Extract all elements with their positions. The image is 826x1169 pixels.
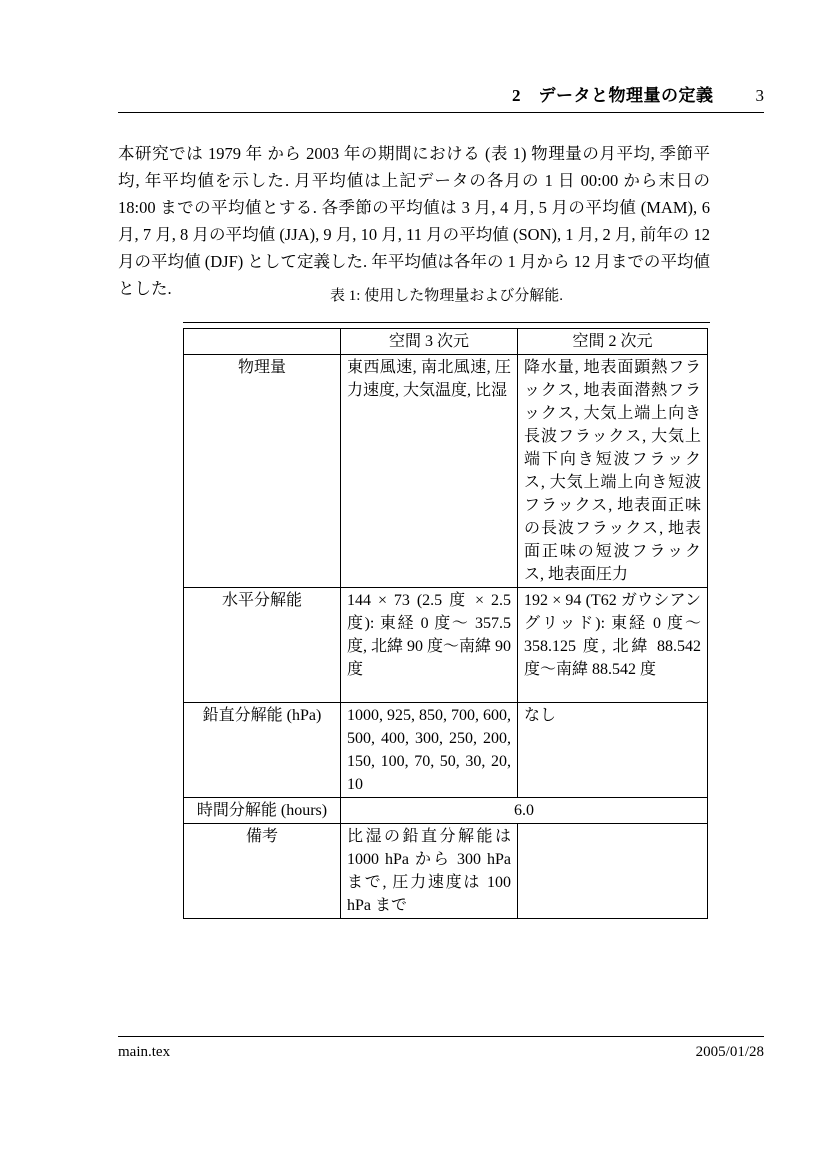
- row-label-vertical-resolution: 鉛直分解能 (hPa): [184, 703, 341, 798]
- page-header: [118, 86, 764, 113]
- footer-date: 2005/01/28: [695, 1044, 764, 1060]
- data-table: [183, 328, 708, 919]
- cell-physical-quantity-2d: 降水量, 地表面顕熱フラックス, 地表面潜熱フラックス, 大気上端上向き長波フラックス, 大気上端下向き短波フラックス, 大気上端上向き短波フラックス, 地表面正味の長波フラックス, 地表面正味の短波フラックス, 地表面圧力: [518, 355, 708, 588]
- table-header-row: [184, 329, 708, 355]
- table-row-vertical-resolution: [184, 703, 708, 798]
- row-label-time-resolution: 時間分解能 (hours): [184, 798, 341, 824]
- table-row-time-resolution: [184, 798, 708, 824]
- row-label-horizontal-resolution: 水平分解能: [184, 588, 341, 703]
- table-row-horizontal-resolution: [184, 588, 708, 703]
- column-header-3d: 空間 3 次元: [341, 329, 518, 355]
- column-header-empty: [184, 329, 341, 355]
- cell-remarks-2d: [518, 824, 708, 919]
- footer-filename: main.tex: [118, 1044, 171, 1060]
- table-row-physical-quantity: [184, 355, 708, 588]
- row-label-remarks: 備考: [184, 824, 341, 919]
- table-row-remarks: [184, 824, 708, 919]
- section-title: 2 データと物理量の定義: [512, 86, 714, 105]
- column-header-2d: 空間 2 次元: [518, 329, 708, 355]
- cell-vertical-resolution-3d: 1000, 925, 850, 700, 600, 500, 400, 300, 250, 200, 150, 100, 70, 50, 30, 20, 10: [341, 703, 518, 798]
- cell-vertical-resolution-2d: なし: [518, 703, 708, 798]
- table-container: [183, 322, 710, 919]
- cell-physical-quantity-3d: 東西風速, 南北風速, 圧力速度, 大気温度, 比湿: [341, 355, 518, 588]
- cell-remarks-3d: 比湿の鉛直分解能は 1000 hPa から 300 hPa まで, 圧力速度は 100 hPa まで: [341, 824, 518, 919]
- cell-horizontal-resolution-2d: 192 × 94 (T62 ガウシアングリッド): 東経 0 度〜358.125 度, 北緯 88.542 度〜南緯 88.542 度: [518, 588, 708, 703]
- row-label-physical-quantity: 物理量: [184, 355, 341, 588]
- body-paragraph: 本研究では 1979 年 から 2003 年の期間における (表 1) 物理量の月平均, 季節平均, 年平均値を示した. 月平均値は上記データの各月の 1 日 00:00 から末日の 18:00 までの平均値とする. 各季節の平均値は 3 月, 4 月, 5 月の平均値 (MAM), 6 月, 7 月, 8 月の平均値 (JJA), 9 月, 10 月, 11 月の平均値 (SON), 1 月, 2 月, 前年の 12 月の平均値 (DJF) として定義した. 年平均値は各年の 1 月から 12 月までの平均値とした.: [118, 144, 710, 298]
- table-caption: 表 1: 使用した物理量および分解能.: [330, 288, 563, 304]
- page-footer: [118, 1036, 764, 1061]
- cell-horizontal-resolution-3d: 144 × 73 (2.5 度 × 2.5 度): 東経 0 度〜 357.5 度, 北緯 90 度〜南緯 90 度: [341, 588, 518, 703]
- cell-time-resolution-value: 6.0: [341, 798, 708, 824]
- page-number: 3: [755, 86, 764, 105]
